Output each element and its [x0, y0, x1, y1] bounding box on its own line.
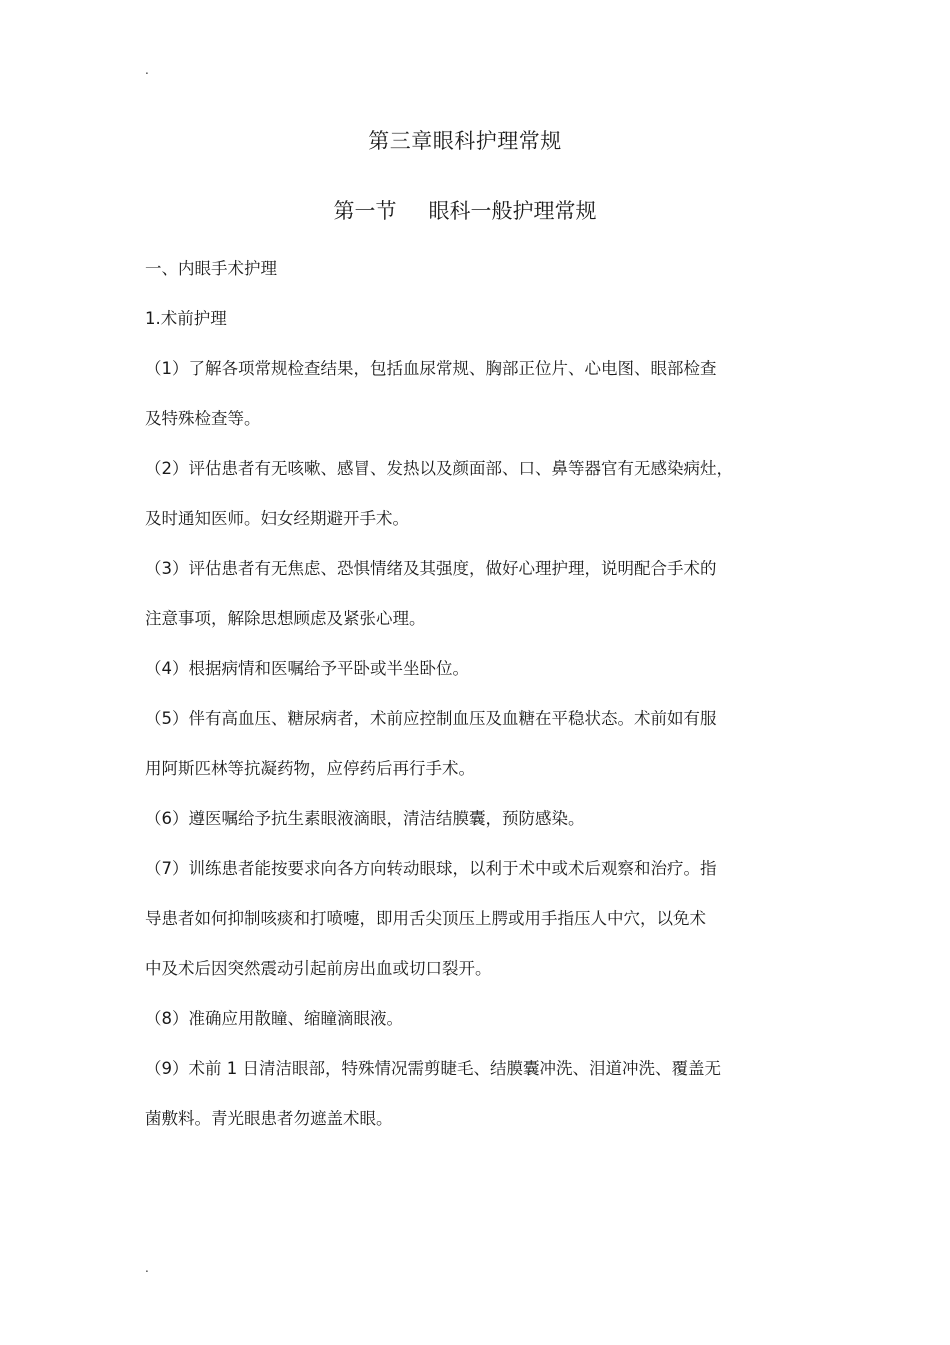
body-line: （1）了解各项常规检查结果，包括血尿常规、胸部正位片、心电图、眼部检查 [145, 359, 717, 378]
page-top-mark: . [145, 63, 149, 77]
body-line: （9）术前 1 日清洁眼部，特殊情况需剪睫毛、结膜囊冲洗、泪道冲洗、覆盖无 [145, 1059, 721, 1078]
body-line: 菌敷料。青光眼患者勿遮盖术眼。 [145, 1109, 393, 1128]
subheading-surgery-care: 一、内眼手术护理 [145, 259, 277, 278]
section-number: 第一节 [333, 199, 397, 223]
body-line: （6）遵医嘱给予抗生素眼液滴眼，清洁结膜囊，预防感染。 [145, 809, 585, 828]
body-line: （2）评估患者有无咳嗽、感冒、发热以及颜面部、口、鼻等器官有无感染病灶， [145, 459, 733, 478]
body-line: 导患者如何抑制咳痰和打喷嚏，即用舌尖顶压上腭或用手指压人中穴，以免术 [145, 909, 706, 928]
body-line: （3）评估患者有无焦虑、恐惧情绪及其强度，做好心理护理，说明配合手术的 [145, 559, 717, 578]
body-line: 用阿斯匹林等抗凝药物，应停药后再行手术。 [145, 759, 475, 778]
document-body [145, 244, 785, 1144]
body-line: （5）伴有高血压、糖尿病者，术前应控制血压及血糖在平稳状态。术前如有服 [145, 709, 717, 728]
body-line: 及时通知医师。妇女经期避开手术。 [145, 509, 409, 528]
body-line: （8）准确应用散瞳、缩瞳滴眼液。 [145, 1009, 403, 1028]
body-line: 及特殊检查等。 [145, 409, 261, 428]
body-line: 中及术后因突然震动引起前房出血或切口裂开。 [145, 959, 492, 978]
body-line: 注意事项，解除思想顾虑及紧张心理。 [145, 609, 426, 628]
section-heading: 眼科一般护理常规 [428, 199, 597, 223]
body-line: （7）训练患者能按要求向各方向转动眼球，以利于术中或术后观察和治疗。指 [145, 859, 717, 878]
subheading-preop-care: 1.术前护理 [145, 309, 227, 328]
body-line: （4）根据病情和医嘱给予平卧或半坐卧位。 [145, 659, 469, 678]
chapter-title: 第三章眼科护理常规 [368, 129, 562, 153]
section-title [0, 196, 930, 226]
page-bottom-mark: . [145, 1261, 149, 1275]
